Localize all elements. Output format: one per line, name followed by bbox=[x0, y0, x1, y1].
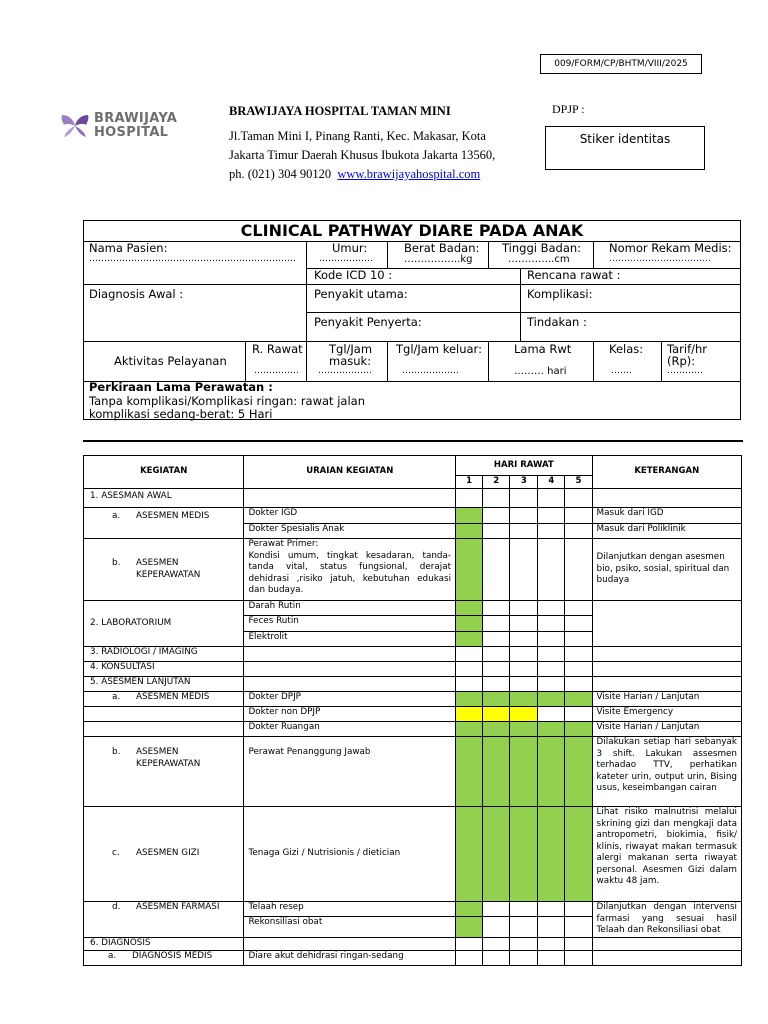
row-label bbox=[84, 539, 244, 601]
activity-cell: Darah Rutin bbox=[244, 601, 456, 616]
row-number: b. bbox=[112, 558, 121, 568]
row-title-line: KEPERAWATAN bbox=[136, 758, 201, 769]
age-label: Umur: bbox=[332, 241, 368, 255]
table-row bbox=[84, 707, 742, 722]
hospital-info bbox=[229, 102, 495, 184]
header-day: 4 bbox=[538, 476, 565, 489]
section-divider bbox=[83, 440, 743, 442]
activity-desc: Kondisi umum, tingkat kesadaran, tanda-tanda vital, status fungsional, derajat dehidrasi ,risiko jatuh, kebutuhan edukasi dan budaya. bbox=[248, 550, 452, 595]
row-label bbox=[84, 692, 244, 707]
activity-cell: Dokter Ruangan bbox=[244, 722, 456, 737]
table-row bbox=[84, 807, 742, 902]
activity-cell: Perawat Penanggung Jawab bbox=[244, 737, 456, 807]
table-row bbox=[84, 601, 742, 616]
page-title: CLINICAL PATHWAY DIARE PADA ANAK bbox=[240, 221, 584, 240]
height-field[interactable]: …………..cm bbox=[508, 254, 570, 265]
form-number: 009/FORM/CP/BHTM/VIII/2025 bbox=[540, 54, 702, 74]
note-cell: Visite Harian / Lanjutan bbox=[592, 692, 741, 707]
table-row bbox=[84, 677, 742, 692]
length-of-stay-field[interactable]: ……… hari bbox=[514, 366, 567, 377]
note-cell: Dilakukan setiap hari sebanyak 3 shift. Lakukan assesmen terhadao TTV, perhatikan kateter urin, output urin, Bising usus, keseimbangan cairan bbox=[592, 737, 741, 807]
row-title-line: ASESMEN bbox=[136, 747, 179, 757]
activity-cell: Feces Rutin bbox=[244, 616, 456, 632]
estimated-stay-label: Perkiraan Lama Perawatan : bbox=[89, 380, 273, 394]
activity-cell: Dokter Spesialis Anak bbox=[244, 524, 456, 539]
patient-name-label: Nama Pasien: bbox=[89, 241, 168, 255]
section-label: 6. DIAGNOSIS bbox=[84, 937, 244, 950]
admission-label-1: Tgl/Jam bbox=[329, 342, 373, 356]
header-uraian: URAIAN KEGIATAN bbox=[244, 456, 456, 489]
table-row bbox=[84, 647, 742, 662]
class-field[interactable]: ……. bbox=[611, 366, 632, 376]
butterfly-logo-icon bbox=[60, 111, 90, 141]
table-row bbox=[84, 950, 742, 965]
discharge-field[interactable]: ………………. bbox=[402, 366, 459, 376]
weight-field[interactable]: ……………..kg bbox=[404, 254, 473, 265]
header-day: 3 bbox=[510, 476, 538, 489]
hospital-phone: ph. (021) 304 90120 bbox=[229, 167, 332, 181]
activity-cell: Dokter DPJP bbox=[244, 692, 456, 707]
discharge-label: Tgl/Jam keluar: bbox=[396, 342, 482, 356]
section-label: 2. LABORATORIUM bbox=[84, 601, 244, 647]
tariff-label-2: (Rp): bbox=[667, 354, 696, 368]
row-title: ASESMEN FARMASI bbox=[136, 902, 220, 912]
activity-cell bbox=[244, 539, 456, 601]
row-title: DIAGNOSIS MEDIS bbox=[132, 950, 213, 961]
hospital-name: BRAWIJAYA HOSPITAL TAMAN MINI bbox=[229, 104, 451, 118]
age-field[interactable]: ……………… bbox=[319, 254, 373, 264]
note-cell: Dilanjutkan dengan asesmen bio, psiko, sosial, spiritual dan budaya bbox=[592, 539, 741, 601]
procedure-label: Tindakan : bbox=[527, 315, 587, 329]
activity-cell: Rekonsiliasi obat bbox=[244, 917, 456, 937]
identity-sticker-box: Stiker identitas bbox=[545, 126, 705, 170]
activity-cell: Tenaga Gizi / Nutrisionis / dietician bbox=[244, 807, 456, 902]
row-number: c. bbox=[112, 848, 120, 859]
note-cell: Visite Emergency bbox=[592, 707, 741, 722]
hospital-contact bbox=[229, 165, 495, 184]
admission-field[interactable]: ……………… bbox=[318, 366, 372, 376]
section-label: 5. ASESMEN LANJUTAN bbox=[84, 677, 244, 692]
note-cell: Visite Harian / Lanjutan bbox=[592, 722, 741, 737]
hospital-logo bbox=[60, 108, 185, 144]
note-cell: Lihat risiko malnutrisi melalui skrining gizi dan mengkaji data antropometri, biokimia, fisik/ klinis, riwayat makan termasuk alergi makanan serta riwayat personal. Asesmen Gizi dalam waktu 48 jam. bbox=[592, 807, 741, 902]
activity-title: Perawat Primer: bbox=[248, 539, 319, 549]
note-cell: Masuk dari IGD bbox=[592, 508, 741, 524]
planned-stay-label: Rencana rawat : bbox=[527, 268, 621, 282]
tariff-label-1: Tarif/hr bbox=[667, 342, 708, 356]
row-label bbox=[84, 950, 244, 965]
weight-label: Berat Badan: bbox=[404, 241, 480, 255]
pathway-table bbox=[83, 455, 742, 966]
estimated-stay-line-1: Tanpa komplikasi/Komplikasi ringan: rawat jalan bbox=[89, 394, 365, 408]
table-row bbox=[84, 692, 742, 707]
row-number: d. bbox=[112, 902, 121, 912]
header-keterangan: KETERANGAN bbox=[592, 456, 741, 489]
service-activity-label: Aktivitas Pelayanan bbox=[114, 354, 227, 368]
activity-cell: Elektrolit bbox=[244, 632, 456, 647]
table-row bbox=[84, 662, 742, 677]
row-label bbox=[84, 508, 244, 539]
tariff-field[interactable]: ………… bbox=[667, 366, 703, 376]
patient-name-field[interactable]: …………………………………………………………… bbox=[89, 254, 296, 264]
row-number: a. bbox=[108, 950, 117, 961]
section-label: 3. RADIOLOGI / IMAGING bbox=[84, 647, 244, 662]
row-title: ASESMEN MEDIS bbox=[136, 511, 210, 521]
row-title: ASESMEN GIZI bbox=[136, 848, 200, 859]
activity-cell: Telaah resep bbox=[244, 902, 456, 917]
room-label: R. Rawat bbox=[252, 342, 303, 356]
logo-line2: HOSPITAL bbox=[94, 125, 169, 140]
icd-label: Kode ICD 10 : bbox=[314, 268, 393, 282]
table-row bbox=[84, 508, 742, 524]
length-of-stay-label: Lama Rwt bbox=[514, 342, 572, 356]
row-number: b. bbox=[112, 747, 121, 757]
section-label: 1. ASESMAN AWAL bbox=[84, 489, 244, 508]
row-label bbox=[84, 807, 244, 902]
table-row bbox=[84, 737, 742, 807]
estimated-stay-line-2: komplikasi sedang-berat: 5 Hari bbox=[89, 407, 273, 421]
header-day: 5 bbox=[565, 476, 592, 489]
height-label: Tinggi Badan: bbox=[502, 241, 582, 255]
activity-cell: Dokter non DPJP bbox=[244, 707, 456, 722]
initial-diagnosis-label: Diagnosis Awal : bbox=[89, 287, 184, 301]
hospital-address-1: Jl.Taman Mini I, Pinang Ranti, Kec. Makasar, Kota bbox=[229, 129, 486, 143]
comorbidity-label: Penyakit Penyerta: bbox=[314, 315, 422, 329]
table-row bbox=[84, 902, 742, 917]
room-field[interactable]: …………… bbox=[254, 366, 299, 376]
activity-cell: Dokter IGD bbox=[244, 508, 456, 524]
dpjp-label: DPJP : bbox=[552, 102, 585, 116]
row-label bbox=[84, 737, 244, 807]
row-label bbox=[84, 902, 244, 938]
hospital-website-link[interactable]: www.brawijayahospital.com bbox=[337, 167, 481, 181]
main-disease-label: Penyakit utama: bbox=[314, 287, 408, 301]
note-cell: Dilanjutkan dengan intervensi farmasi yang sesuai hasil Telaah dan Rekonsiliasi obat bbox=[592, 902, 741, 938]
medical-record-field[interactable]: ……………………………. bbox=[609, 254, 711, 264]
activity-cell: Diare akut dehidrasi ringan-sedang bbox=[244, 950, 456, 965]
row-number: a. bbox=[112, 511, 121, 521]
row-title-line: KEPERAWATAN bbox=[136, 569, 201, 580]
note-cell: Masuk dari Poliklinik bbox=[592, 524, 741, 539]
table-row bbox=[84, 937, 742, 950]
row-title-line: ASESMEN bbox=[136, 558, 179, 568]
table-row bbox=[84, 539, 742, 601]
hospital-address-2: Jakarta Timur Daerah Khusus Ibukota Jakarta 13560, bbox=[229, 148, 496, 162]
header-kegiatan: KEGIATAN bbox=[84, 456, 244, 489]
row-title: ASESMEN MEDIS bbox=[136, 692, 210, 702]
header-day: 1 bbox=[456, 476, 483, 489]
table-row bbox=[84, 489, 742, 508]
section-label: 4. KONSULTASI bbox=[84, 662, 244, 677]
header-day: 2 bbox=[483, 476, 510, 489]
class-label: Kelas: bbox=[609, 342, 644, 356]
row-number: a. bbox=[112, 692, 121, 702]
admission-label-2: masuk: bbox=[329, 354, 372, 368]
table-row bbox=[84, 722, 742, 737]
clinical-pathway-header bbox=[83, 220, 741, 420]
medical-record-label: Nomor Rekam Medis: bbox=[609, 241, 732, 255]
header-hari-rawat: HARI RAWAT bbox=[456, 456, 592, 476]
logo-line1: BRAWIJAYA bbox=[94, 111, 178, 126]
complication-label: Komplikasi: bbox=[527, 287, 593, 301]
